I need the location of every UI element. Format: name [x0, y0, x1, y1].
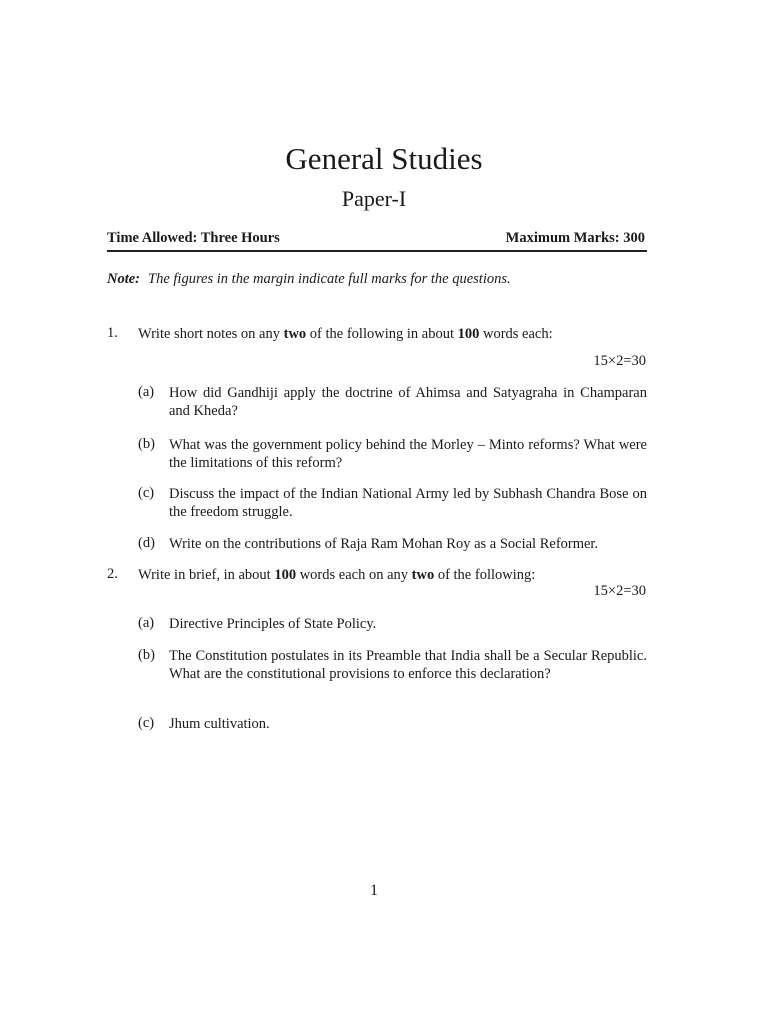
question-number: 2. — [107, 566, 118, 582]
subpart-letter: (c) — [138, 485, 155, 501]
subpart-text: The Constitution postulates in its Preamble that India shall be a Secular Republic. What are the constitutional provisions to enforce this declaration? — [169, 648, 647, 682]
question-text-emphasis: 100 — [274, 567, 297, 583]
subpart-letter: (a) — [138, 384, 155, 400]
exam-note — [107, 271, 511, 288]
question-text — [138, 325, 648, 343]
subpart-text: Write on the contributions of Raja Ram Mohan Roy as a Social Reformer. — [169, 536, 599, 552]
subpart-letter: (b) — [138, 647, 155, 663]
question-number: 1. — [107, 325, 118, 341]
question-text-part: of the following: — [434, 567, 536, 583]
question-text-part: words each: — [479, 326, 553, 342]
question-text — [138, 566, 648, 584]
question-text-emphasis: 100 — [457, 326, 480, 342]
page-title: General Studies — [285, 141, 483, 176]
question-marks: 15×2=30 — [593, 583, 646, 599]
subpart-letter: (b) — [138, 436, 155, 452]
subpart-letter: (c) — [138, 715, 155, 731]
question-text-part: Write in brief, in about — [138, 567, 275, 583]
question-text-part: of the following in about — [306, 326, 458, 342]
question-text-part: words each on any — [296, 567, 412, 583]
subpart-text: How did Gandhiji apply the doctrine of Ahimsa and Satyagraha in Champaran and Kheda? — [169, 385, 647, 419]
time-allowed: Time Allowed: Three Hours — [107, 230, 280, 246]
maximum-marks: Maximum Marks: 300 — [505, 230, 645, 246]
header-divider — [107, 250, 647, 252]
subpart-letter: (a) — [138, 615, 155, 631]
question-text-emphasis: two — [283, 326, 307, 342]
note-label: Note: — [107, 271, 141, 287]
exam-info-row — [107, 230, 645, 249]
subpart-text: Directive Principles of State Policy. — [169, 616, 377, 632]
page-number: 1 — [370, 882, 378, 899]
subpart-text: Discuss the impact of the Indian National Army led by Subhash Chandra Bose on the freedom struggle. — [169, 486, 647, 520]
question-text-part: Write short notes on any — [138, 326, 284, 342]
subpart-text: What was the government policy behind the Morley – Minto reforms? What were the limitations of this reform? — [169, 437, 647, 471]
paper-subtitle: Paper-I — [341, 186, 407, 211]
question-text-emphasis: two — [411, 567, 435, 583]
subpart-text: Jhum cultivation. — [169, 716, 270, 732]
question-marks: 15×2=30 — [593, 353, 646, 369]
note-text: The figures in the margin indicate full marks for the questions. — [148, 271, 511, 287]
subpart-letter: (d) — [138, 535, 155, 551]
